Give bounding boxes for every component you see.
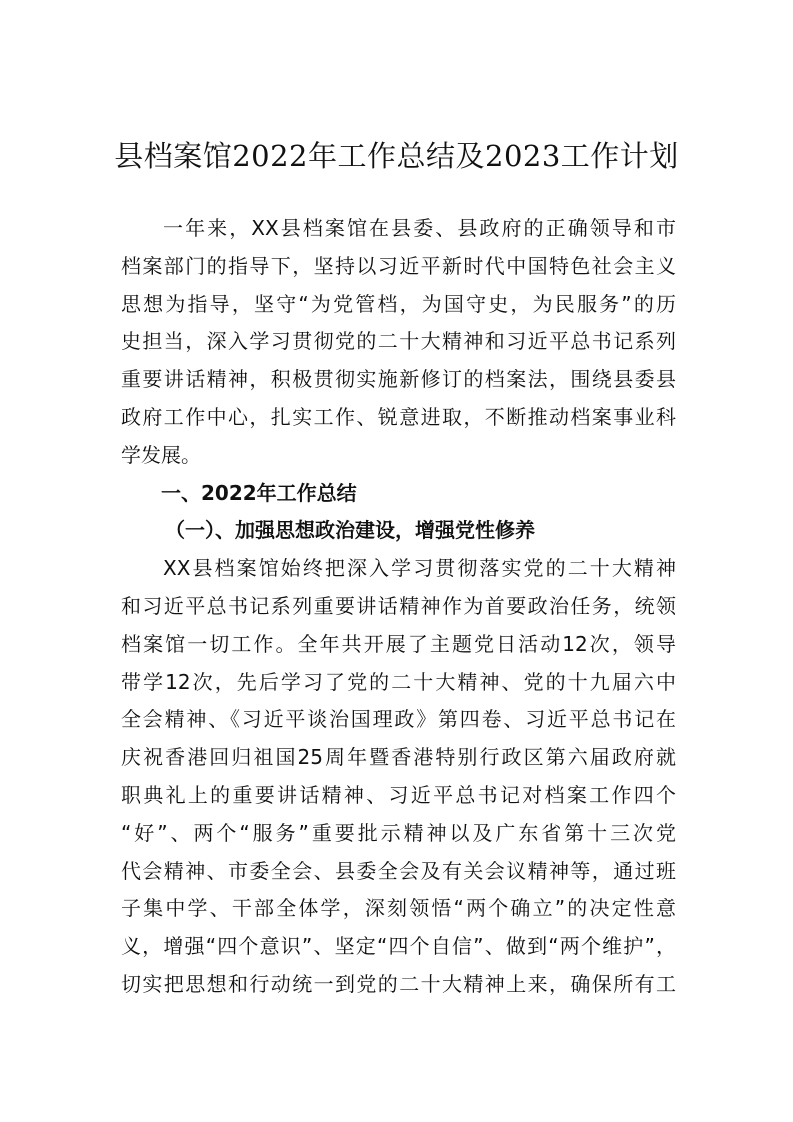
text-line: 带学12次，先后学习了党的二十大精神、党的十九届六中 — [121, 669, 676, 694]
text-line: 政府工作中心，扎实工作、锐意进取，不断推动档案事业科 — [121, 404, 676, 429]
body-paragraph — [121, 550, 676, 1004]
section-heading: 一、2022年工作总结 — [161, 480, 357, 505]
text-line: 史担当，深入学习贯彻党的二十大精神和习近平总书记系列 — [121, 329, 676, 354]
text-line: 切实把思想和行动统一到党的二十大精神上来，确保所有工 — [121, 971, 676, 996]
text-line: 职典礼上的重要讲话精神、习近平总书记对档案工作四个 — [121, 782, 676, 807]
text-line: 和习近平总书记系列重要讲话精神作为首要政治任务，统领 — [121, 593, 676, 618]
text-line: 学发展。 — [121, 442, 201, 467]
text-line: 档案馆一切工作。全年共开展了主题党日活动12次，领导 — [121, 631, 676, 656]
text-line: “好”、两个“服务”重要批示精神以及广东省第十三次党 — [121, 820, 676, 845]
subsection-heading: （一）、加强思想政治建设，增强党性修养 — [165, 518, 535, 543]
text-line: 庆祝香港回归祖国25周年暨香港特别行政区第六届政府就 — [121, 745, 676, 770]
document-title: 县档案馆2022年工作总结及2023工作计划 — [114, 139, 679, 173]
text-line: 思想为指导，坚守“为党管档，为国守史，为民服务”的历 — [121, 291, 676, 316]
text-line: 子集中学、干部全体学，深刻领悟“两个确立”的决定性意 — [121, 896, 676, 921]
intro-paragraph — [121, 210, 676, 475]
text-line: 全会精神、《习近平谈治国理政》第四卷、习近平总书记在 — [121, 707, 676, 732]
text-line: 重要讲话精神，积极贯彻实施新修订的档案法，围绕县委县 — [121, 367, 676, 392]
text-line: 档案部门的指导下，坚持以习近平新时代中国特色社会主义 — [121, 253, 676, 278]
text-line: 一年来，XX县档案馆在县委、县政府的正确领导和市 — [163, 216, 676, 240]
text-line: XX县档案馆始终把深入学习贯彻落实党的二十大精神 — [163, 556, 676, 581]
document-body — [121, 210, 676, 1004]
text-line: 义，增强“四个意识”、坚定“四个自信”、做到“两个维护”， — [121, 934, 676, 959]
text-line: 代会精神、市委全会、县委全会及有关会议精神等，通过班 — [121, 858, 676, 883]
